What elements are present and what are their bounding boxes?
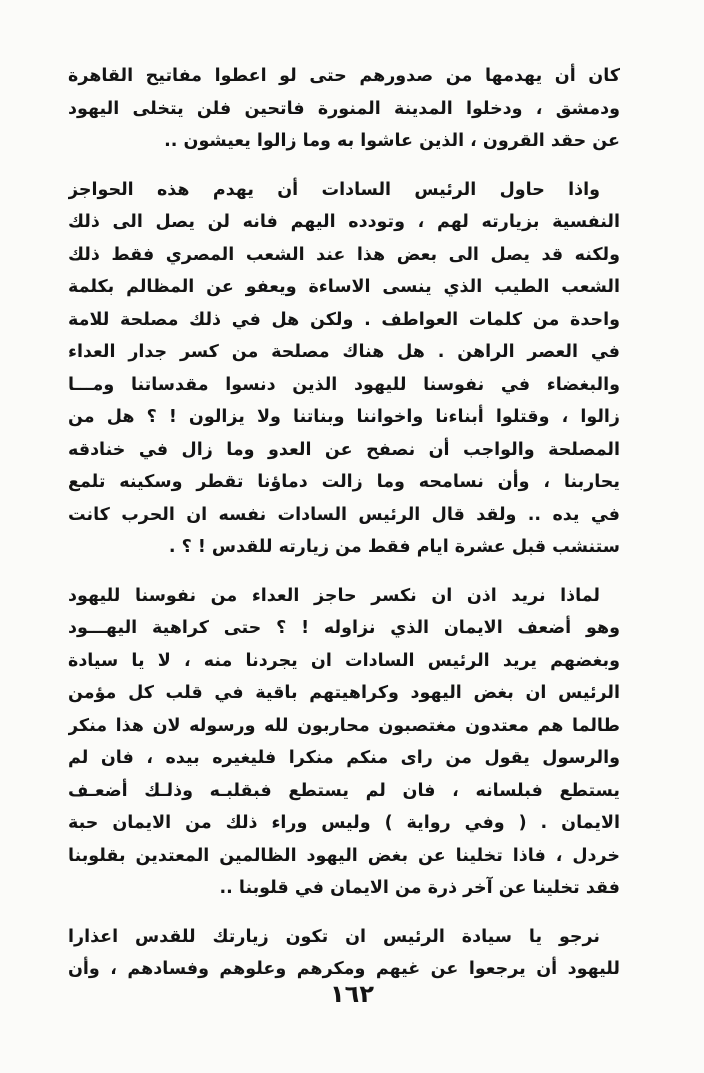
text-line: يحاربنا ، وأن نسامحه وما زالت دماؤنا تقطر وسكينه تلمع: [68, 472, 620, 492]
text-line: ودمشق ، ودخلوا المدينة المنورة فاتحين فلن يتخلى اليهود: [68, 98, 620, 119]
text-line: طالما هم معتدون مغتصبون محاربون لله ورسوله لان هذا منكر: [68, 715, 620, 736]
text-line: الشعب الطيب الذي ينسى الاساءة ويعفو عن المظالم بكلمة: [68, 277, 620, 297]
page-body: [68, 60, 620, 1002]
text-line: المصلحة والواجب أن نصفح عن العدو وما زال في خنادقه: [68, 439, 620, 460]
text-line: فقد تخلينا عن آخر ذرة من الايمان في قلوبنا ..: [219, 878, 620, 898]
text-line: واذا حاول الرئيس السادات أن يهدم هذه الحواجز: [68, 179, 600, 200]
text-line: لماذا نريد اذن ان نكسر حاجز العداء من نفوسنا لليهود: [68, 585, 600, 606]
text-line: كان أن يهدمها من صدورهم حتى لو اعطوا مفاتيح القاهرة: [68, 66, 620, 86]
text-line: يستطع فبلسانه ، فان لم يستطع فبقلبـه وذلـك أضعـف: [68, 780, 620, 801]
text-line: في العصر الراهن . هل هناك مصلحة من كسر جدار العداء: [68, 342, 620, 362]
text-line: وبغضهم يريد الرئيس السادات ان يجردنا منه ، لا يا سيادة: [68, 650, 620, 671]
paragraph-3: [68, 580, 620, 905]
paragraph-4: [68, 921, 620, 986]
text-line: عن حقد القرون ، الذين عاشوا به وما زالوا يعيشون ..: [164, 131, 620, 151]
text-line: ولكنه قد يصل الى بعض هذا عند الشعب المصري فقط ذلك: [68, 244, 620, 265]
text-line: والرسول يقول من راى منكم منكرا فليغيره بيده ، فان لم: [68, 748, 620, 768]
text-line: في يده .. ولقد قال الرئيس السادات نفسه ان الحرب كانت: [68, 504, 620, 525]
text-line: زالوا ، وقتلوا أبناءنا واخواننا وبناتنا ولا يزالون ! ؟ هل من: [68, 407, 620, 427]
text-line: خردل ، فاذا تخلينا عن بغض اليهود الظالمين المعتدين بقلوبنا: [68, 845, 620, 866]
text-line: الرئيس ان بغض اليهود وكراهيتهم باقية في قلب كل مؤمن: [68, 683, 620, 703]
text-line: والبغضاء في نفوسنا لليهود الذين دنسوا مقدساتنا ومـــا: [68, 374, 620, 395]
page-number: ١٦٢: [330, 980, 374, 1008]
text-line: نرجو يا سيادة الرئيس ان تكون زيارتك للقدس اعذارا: [68, 926, 600, 947]
text-line: واحدة من كلمات العواطف . ولكن هل في ذلك مصلحة للامة: [68, 309, 620, 330]
text-line: النفسية بزيارته لهم ، وتودده اليهم فانه لن يصل الى ذلك: [68, 212, 620, 232]
text-line: وهو أضعف الايمان الذي نزاوله ! ؟ حتى كراهية اليهـــود: [68, 618, 620, 638]
paragraph-2: [68, 174, 620, 564]
text-line: لليهود أن يرجعوا عن غيهم ومكرهم وعلوهم وفسادهم ، وأن: [68, 959, 620, 979]
paragraph-1: [68, 60, 620, 158]
text-line: ستنشب قبل عشرة ايام فقط من زيارته للقدس ! ؟ .: [168, 537, 620, 557]
text-line: الايمان . ( وفي رواية ) وليس وراء ذلك من الايمان حبة: [68, 813, 620, 833]
